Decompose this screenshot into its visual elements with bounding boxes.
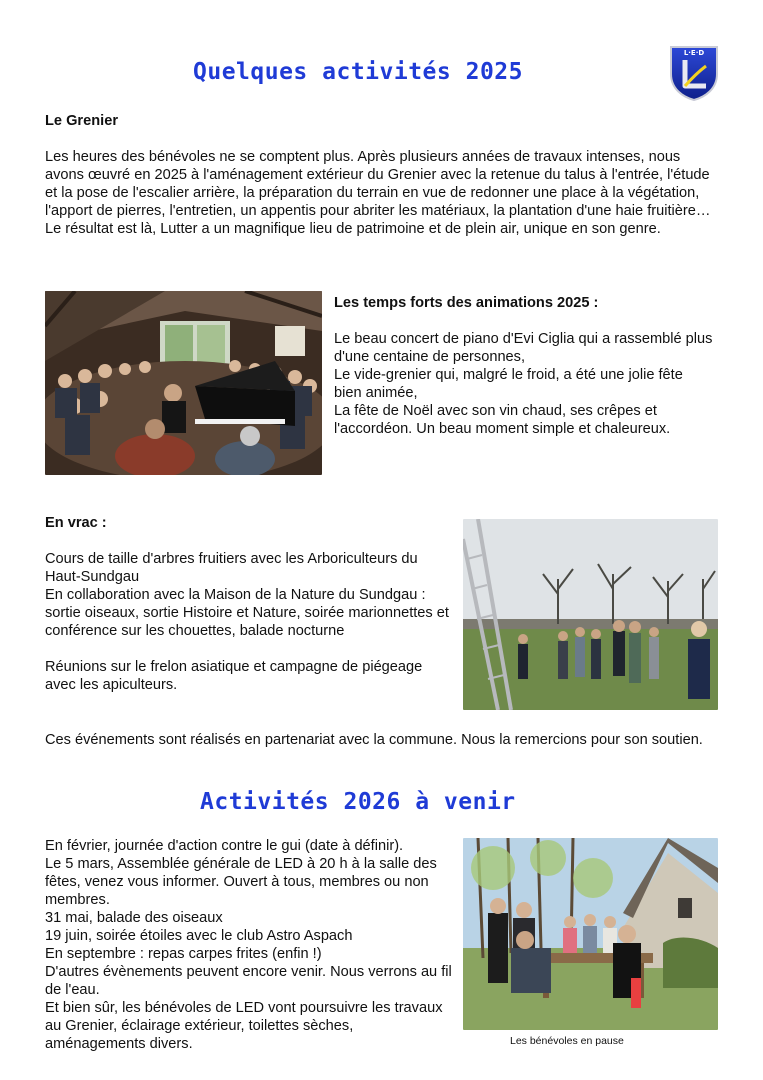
section-heading-en-vrac: En vrac :: [45, 515, 107, 531]
activites-2026-line-7: Et bien sûr, les bénévoles de LED vont poursuivre les travaux au Grenier, éclairage extérieur, toilettes sèches, aménagements divers.: [45, 1000, 443, 1052]
activites-2026-line-4: 19 juin, soirée étoiles avec le club Astro Aspach: [45, 928, 353, 944]
temps-forts-line-1: Le beau concert de piano d'Evi Ciglia qui a rassemblé plus d'une centaine de personnes,: [334, 331, 713, 365]
activites-2026-line-3: 31 mai, balade des oiseaux: [45, 910, 223, 926]
section-heading-grenier: Le Grenier: [45, 113, 118, 129]
grenier-text: [45, 148, 715, 238]
activites-2026-line-6: D'autres évènements peuvent encore venir. Nous verrons au fil de l'eau.: [45, 964, 452, 998]
grenier-paragraph-1: Les heures des bénévoles ne se comptent plus. Après plusieurs années de travaux intenses, nous avons œuvré en 2025 à l'aménagement extérieur du Grenier avec la retenue du talus à l'entrée, l'étude et la pose de l'escalier arrière, la préparation du terrain en vue de redonner une place à la végétation, l'apport de pierres, l'entretien, un appentis pour abriter les matériaux, la plantation d'une haie fruitière…: [45, 149, 711, 219]
photo-orchard-group: [463, 519, 718, 710]
temps-forts-block: [334, 294, 714, 438]
activites-2026-line-2: Le 5 mars, Assemblée générale de LED à 20 h à la salle des fêtes, venez vous informer. Ouvert à tous, membres ou non membres.: [45, 856, 437, 908]
en-vrac-closing: Ces événements sont réalisés en partenariat avec la commune. Nous la remercions pour son soutien.: [45, 732, 703, 748]
page-title-2026: Activités 2026 à venir: [200, 789, 516, 815]
en-vrac-line-1: Cours de taille d'arbres fruitiers avec les Arboriculteurs du Haut-Sundgau: [45, 551, 418, 585]
en-vrac-line-2: En collaboration avec la Maison de la Nature du Sundgau : sortie oiseaux, sortie Histoire et Nature, soirée marionnettes et conférence sur les chouettes, balade nocturne: [45, 587, 449, 639]
temps-forts-line-2: Le vide-grenier qui, malgré le froid, a été une jolie fête bien animée,: [334, 367, 683, 401]
section-heading-temps-forts: Les temps forts des animations 2025 :: [334, 295, 599, 311]
activites-2026-block: [45, 837, 455, 1053]
logo-text: L·E·D: [683, 49, 705, 57]
led-shield-logo: [668, 44, 720, 102]
temps-forts-line-3: La fête de Noël avec son vin chaud, ses crêpes et l'accordéon. Un beau moment simple et chaleureux.: [334, 403, 671, 437]
activites-2026-line-1: En février, journée d'action contre le gui (date à définir).: [45, 838, 404, 854]
en-vrac-line-3: Réunions sur le frelon asiatique et campagne de piégeage avec les apiculteurs.: [45, 659, 423, 693]
caption-volunteers-photo: Les bénévoles en pause: [510, 1035, 624, 1047]
activites-2026-line-5: En septembre : repas carpes frites (enfin !): [45, 946, 322, 962]
en-vrac-block: [45, 514, 453, 694]
page-title-2025: Quelques activités 2025: [193, 59, 523, 85]
photo-volunteers-break: [463, 838, 718, 1030]
grenier-paragraph-2: Le résultat est là, Lutter a un magnifique lieu de patrimoine et de plein air, unique en son genre.: [45, 221, 661, 237]
photo-piano-concert: [45, 291, 322, 475]
